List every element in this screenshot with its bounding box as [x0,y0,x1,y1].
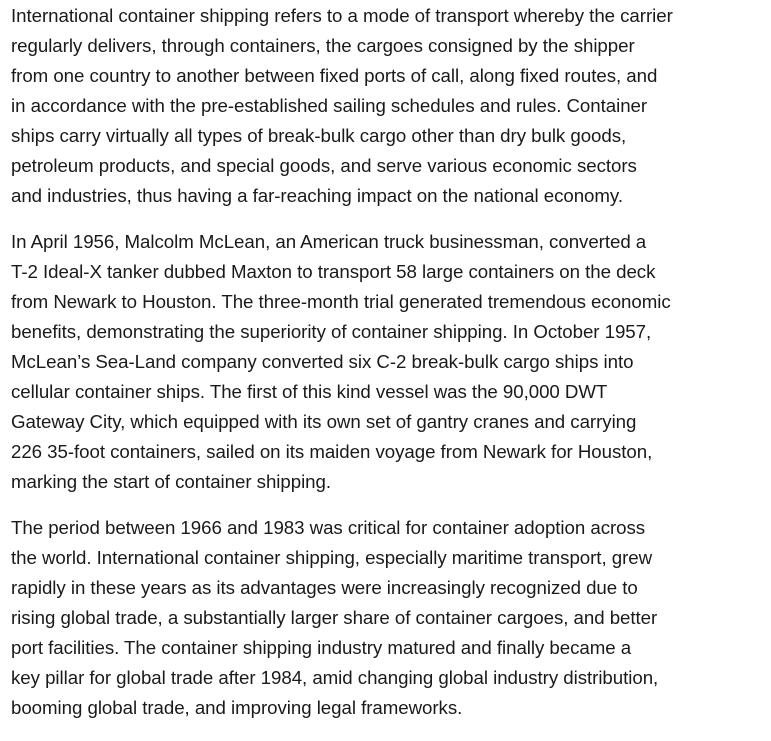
text-line: International container shipping refers to a mode of transport whereby the carrier [11,5,673,26]
text-line: from Newark to Houston. The three-month trial generated tremendous economic [11,291,671,312]
text-line: 226 35-foot containers, sailed on its maiden voyage from Newark for Houston, [11,441,653,462]
text-line: in accordance with the pre-established sailing schedules and rules. Container [11,95,648,116]
text-line: The period between 1966 and 1983 was critical for container adoption across [11,517,646,538]
text-line: T-2 Ideal-X tanker dubbed Maxton to transport 58 large containers on the deck [11,261,656,282]
text-line: ships carry virtually all types of break-bulk cargo other than dry bulk goods, [11,125,627,146]
text-line: key pillar for global trade after 1984, amid changing global industry distribution, [11,667,659,688]
text-line: marking the start of container shipping. [11,471,332,492]
text-line: cellular container ships. The first of this kind vessel was the 90,000 DWT [11,381,608,402]
text-line: petroleum products, and special goods, and serve various economic sectors [11,155,637,176]
text-line: McLean’s Sea-Land company converted six C-2 break-bulk cargo ships into [11,351,634,372]
text-line: In April 1956, Malcolm McLean, an American truck businessman, converted a [11,231,647,252]
paragraph-history-1956 [11,227,761,497]
text-line: the world. International container shipping, especially maritime transport, grew [11,547,653,568]
text-line: rising global trade, a substantially larger share of container cargoes, and better [11,607,658,628]
text-line: rapidly in these years as its advantages were increasingly recognized due to [11,577,638,598]
text-line: regularly delivers, through containers, the cargoes consigned by the shipper [11,35,635,56]
paragraph-adoption-1966-1983 [11,513,761,723]
article-body [11,0,761,723]
text-line: and industries, thus having a far-reaching impact on the national economy. [11,185,623,206]
text-line: booming global trade, and improving legal frameworks. [11,697,463,718]
paragraph-container-shipping-definition [11,0,761,211]
text-line: port facilities. The container shipping industry matured and finally became a [11,637,632,658]
text-line: Gateway City, which equipped with its own set of gantry cranes and carrying [11,411,637,432]
text-line: benefits, demonstrating the superiority of container shipping. In October 1957, [11,321,652,342]
text-line: from one country to another between fixed ports of call, along fixed routes, and [11,65,658,86]
